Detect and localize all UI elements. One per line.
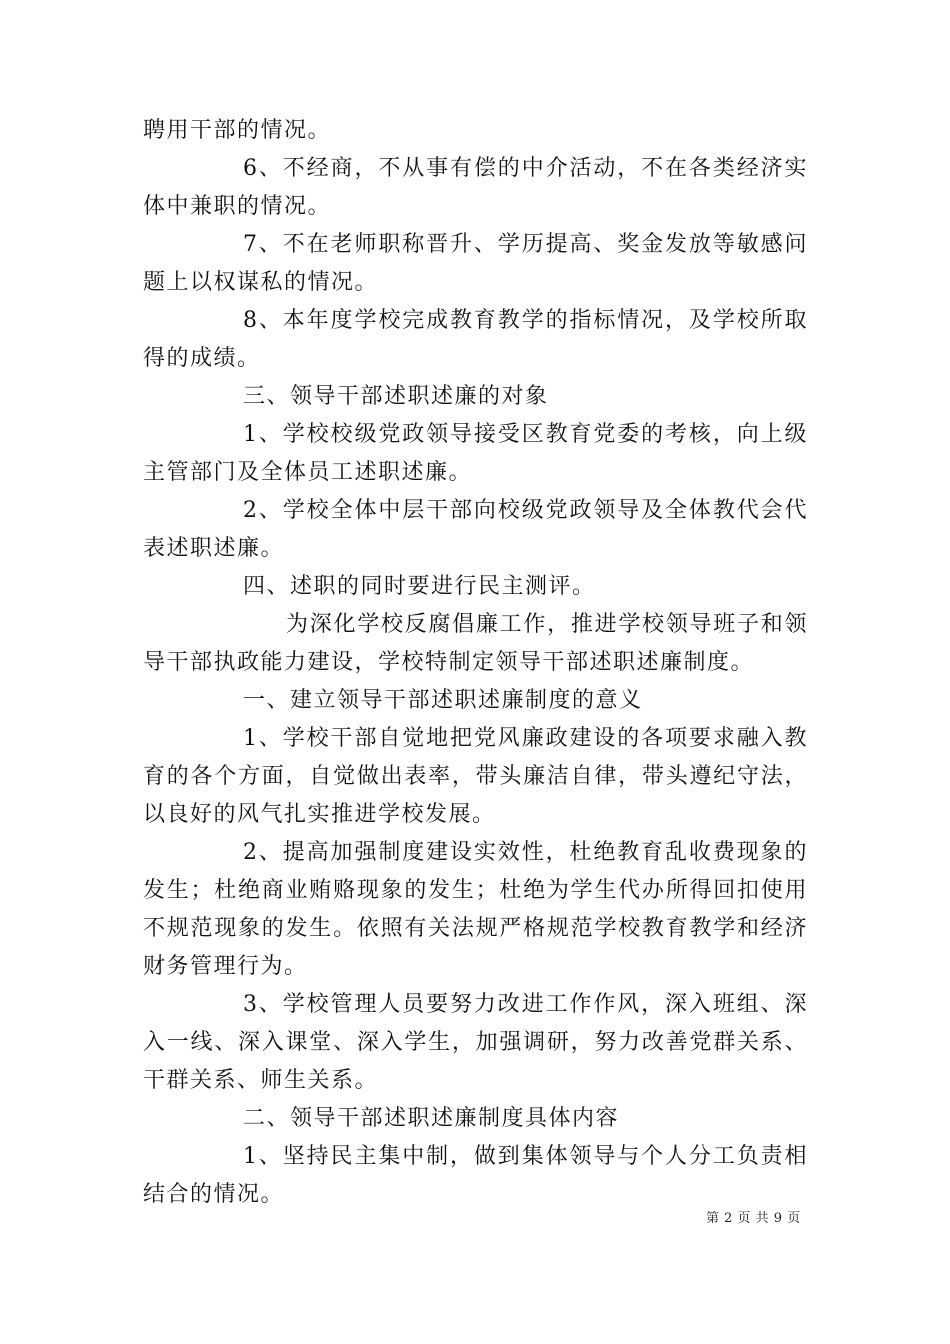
paragraph-item-7: 7、不在老师职称晋升、学历提高、奖金发放等敏感问题上以权谋私的情况。 [143,232,808,295]
section-heading-4: 四、述职的同时要进行民主测评。 [243,574,596,599]
paragraph-meaning-3: 3、学校管理人员要努力改进工作作风，深入班组、深入一线、深入课堂、深入学生，加强调研，努力改善党群关系、干群关系、师生关系。 [143,992,808,1093]
document-body [143,112,808,1214]
paragraph-content-1: 1、坚持民主集中制，做到集体领导与个人分工负责相结合的情况。 [143,1144,808,1207]
paragraph-meaning-2: 2、提高加强制度建设实效性，杜绝教育乱收费现象的发生；杜绝商业贿赂现象的发生；杜绝为学生代办所得回扣使用不规范现象的发生。依照有关法规严格规范学校教育教学和经济财务管理行为。 [143,840,808,979]
paragraph-intro: 为深化学校反腐倡廉工作，推进学校领导班子和领导干部执政能力建设，学校特制定领导干部述职述廉制度。 [143,612,808,675]
paragraph-item-8: 8、本年度学校完成教育教学的指标情况，及学校所取得的成绩。 [143,308,808,371]
section-heading-1: 一、建立领导干部述职述廉制度的意义 [243,688,643,713]
paragraph-object-1: 1、学校校级党政领导接受区教育党委的考核，向上级主管部门及全体员工述职述廉。 [143,422,808,485]
section-heading-2: 二、领导干部述职述廉制度具体内容 [243,1106,620,1131]
section-heading-3: 三、领导干部述职述廉的对象 [243,384,549,409]
paragraph-item-6: 6、不经商，不从事有偿的中介活动，不在各类经济实体中兼职的情况。 [143,156,808,219]
paragraph-meaning-1: 1、学校干部自觉地把党风廉政建设的各项要求融入教育的各个方面，自觉做出表率，带头廉洁自律，带头遵纪守法，以良好的风气扎实推进学校发展。 [143,726,808,827]
paragraph-continuation: 聘用干部的情况。 [143,118,332,143]
paragraph-object-2: 2、学校全体中层干部向校级党政领导及全体教代会代表述职述廉。 [143,498,808,561]
page-number-footer: 第 2 页 共 9 页 [706,1211,801,1226]
